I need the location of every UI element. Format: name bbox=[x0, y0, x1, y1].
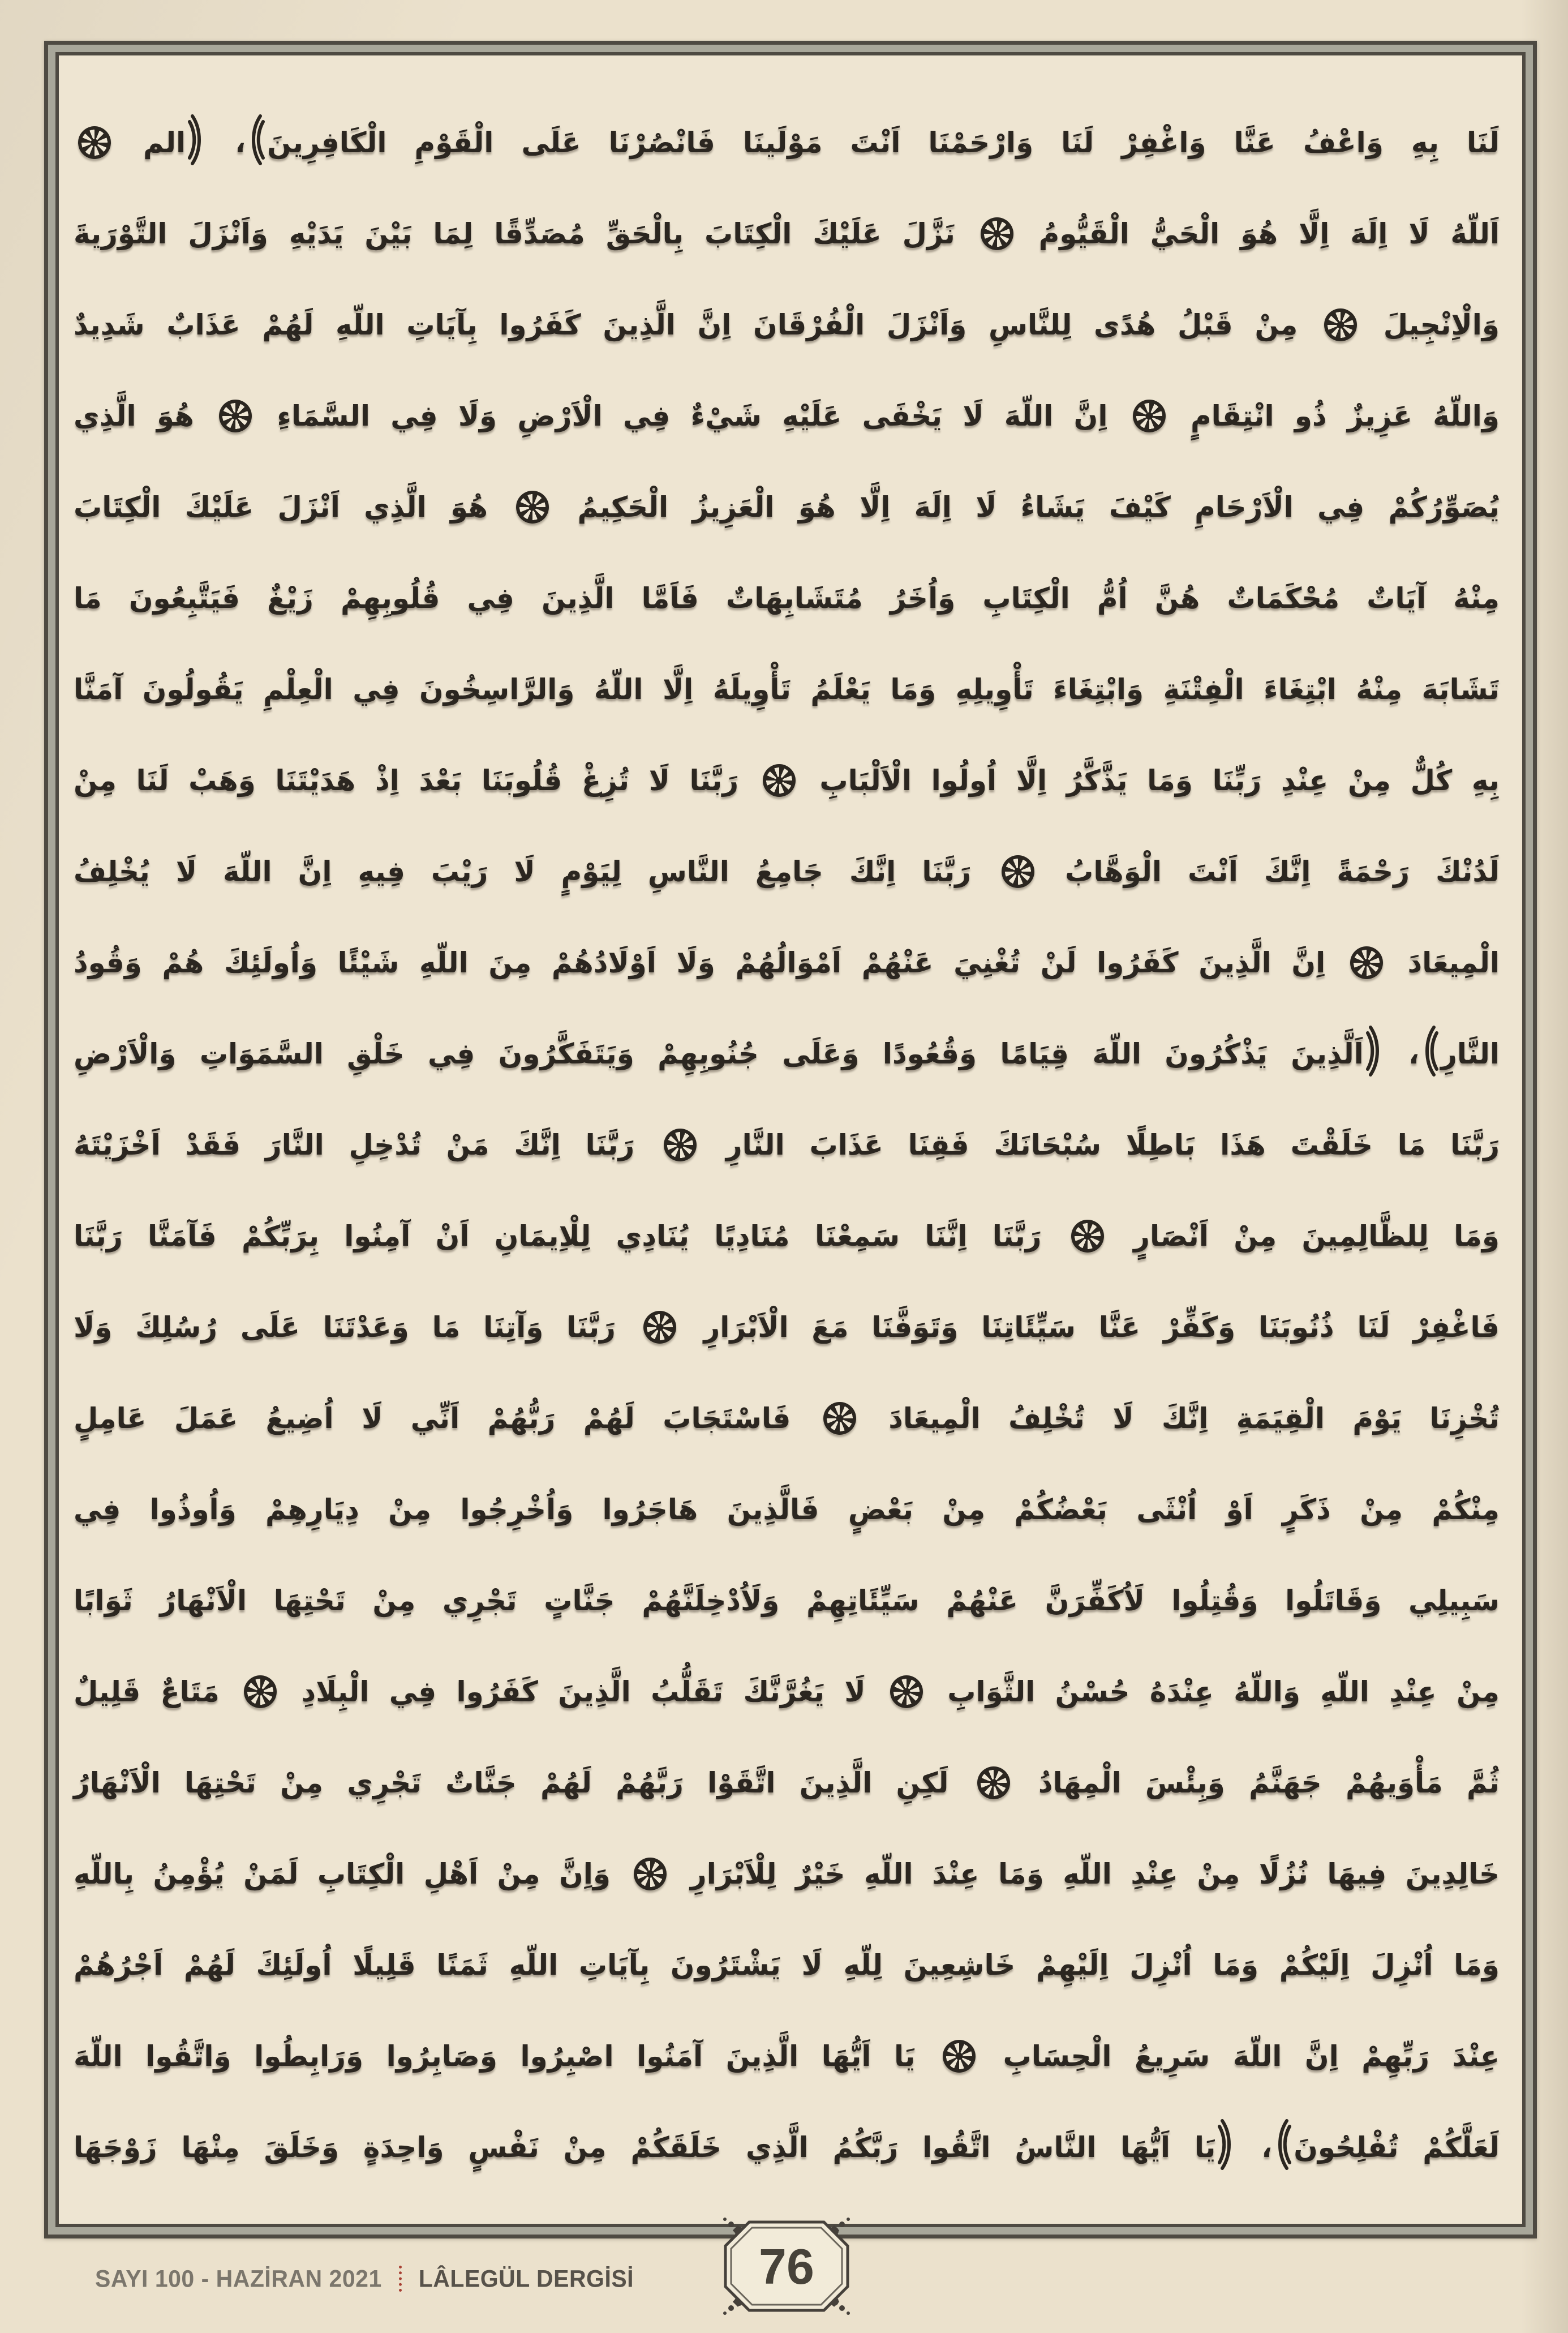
ayah-marker-icon bbox=[219, 400, 252, 432]
quran-line: مِنْهُ آيَاتٌ مُحْكَمَاتٌ هُنَّ اُمُّ الْكِتَابِ وَاُخَرُ مُتَشَابِهَاتٌ فَاَمَّا الَّذِينَ فِي قُلُوبِهِمْ زَيْغٌ فَيَتَّبِعُونَ مَا bbox=[74, 582, 1500, 615]
quran-line: مِنْ عِنْدِ اللّهِ وَاللّهُ عِنْدَهُ حُسْنُ الثَّوَابِ لَا يَغُرَّنَّكَ تَقَلُّبُ الَّذِينَ كَفَرُوا فِي الْبِلَادِ مَتَاعٌ قَلِيلٌ bbox=[74, 1675, 1500, 1708]
quran-line: خَالِدِينَ فِيهَا نُزُلًا مِنْ عِنْدِ اللّهِ وَمَا عِنْدَ اللّهِ خَيْرٌ لِلْاَبْرَارِ وَاِنَّ مِنْ اَهْلِ الْكِتَابِ لَمَنْ يُؤْمِنُ بِاللّهِ bbox=[74, 1858, 1500, 1890]
quran-line: النَّارِ ، اَلَّذِينَ يَذْكُرُونَ اللّهَ قِيَامًا وَقُعُودًا وَعَلَى جُنُوبِهِمْ وَيَتَفَكَّرُونَ فِي خَلْقِ السَّمَوَاتِ وَالْاَرْضِ bbox=[74, 1009, 1500, 1100]
quran-line: مِنْكُمْ مِنْ ذَكَرٍ اَوْ اُنْثَى بَعْضُكُمْ مِنْ بَعْضٍ فَالَّذِينَ هَاجَرُوا وَاُخْرِجُوا مِنْ دِيَارِهِمْ وَاُوذُوا فِي bbox=[74, 1493, 1500, 1526]
quran-line: ثُمَّ مَأْوَيهُمْ جَهَنَّمُ وَبِئْسَ الْمِهَادُ لَكِنِ الَّذِينَ اتَّقَوْا رَبَّهُمْ لَهُمْ جَنَّاتٌ تَجْرِي مِنْ تَحْتِهَا الْاَنْهَارُ bbox=[74, 1766, 1500, 1799]
ayah-marker-icon bbox=[643, 1311, 676, 1344]
quran-text-block bbox=[74, 97, 1500, 2193]
ayah-marker-icon bbox=[1324, 308, 1357, 341]
quran-line: لَعَلَّكُمْ تُفْلِحُونَ ، يَا اَيُّهَا النَّاسُ اتَّقُوا رَبَّكُمُ الَّذِي خَلَقَكُمْ مِنْ نَفْسٍ وَاحِدَةٍ وَخَلَقَ مِنْهَا زَوْجَهَا bbox=[74, 2102, 1500, 2193]
footer-divider bbox=[399, 2266, 402, 2292]
quran-line: وَاللّهُ عَزِيزٌ ذُو انْتِقَامٍ اِنَّ اللّهَ لَا يَخْفَى عَلَيْهِ شَيْءٌ فِي الْاَرْضِ وَلَا فِي السَّمَاءِ هُوَ الَّذِي bbox=[74, 400, 1500, 432]
ornate-bracket-close-icon bbox=[1274, 2118, 1291, 2171]
footer-issue-date: SAYI 100 - HAZİRAN 2021 bbox=[95, 2265, 382, 2292]
ornate-bracket-close-icon bbox=[248, 114, 265, 166]
quran-line: لَنَا بِهِ وَاعْفُ عَنَّا وَاغْفِرْ لَنَا وَارْحَمْنَا اَنْتَ مَوْلَينَا فَانْصُرْنَا عَلَى الْقَوْمِ الْكَافِرِينَ ، الم bbox=[74, 97, 1500, 188]
quran-line: فَاغْفِرْ لَنَا ذُنُوبَنَا وَكَفِّرْ عَنَّا سَيِّئَاتِنَا وَتَوَفَّنَا مَعَ الْاَبْرَارِ رَبَّنَا وَآتِنَا مَا وَعَدْتَنَا عَلَى رُسُلِكَ وَلَا bbox=[74, 1311, 1500, 1344]
ayah-marker-icon bbox=[1002, 855, 1034, 888]
quran-line: الْمِيعَادَ اِنَّ الَّذِينَ كَفَرُوا لَنْ تُغْنِيَ عَنْهُمْ اَمْوَالُهُمْ وَلَا اَوْلَادُهُمْ مِنَ اللّهِ شَيْئًا وَاُولَئِكَ هُمْ وَقُودُ bbox=[74, 946, 1500, 979]
quran-line: لَدُنْكَ رَحْمَةً اِنَّكَ اَنْتَ الْوَهَّابُ رَبَّنَا اِنَّكَ جَامِعُ النَّاسِ لِيَوْمٍ لَا رَيْبَ فِيهِ اِنَّ اللّهَ لَا يُخْلِفُ bbox=[74, 855, 1500, 888]
quran-line: تُخْزِنَا يَوْمَ الْقِيَمَةِ اِنَّكَ لَا تُخْلِفُ الْمِيعَادَ فَاسْتَجَابَ لَهُمْ رَبُّهُمْ اَنِّي لَا اُضِيعُ عَمَلَ عَامِلٍ bbox=[74, 1402, 1500, 1435]
quran-line: وَالْاِنْجِيلَ مِنْ قَبْلُ هُدًى لِلنَّاسِ وَاَنْزَلَ الْفُرْقَانَ اِنَّ الَّذِينَ كَفَرُوا بِآيَاتِ اللّهِ لَهُمْ عَذَابٌ شَدِيدٌ bbox=[74, 308, 1500, 341]
quran-line: رَبَّنَا مَا خَلَقْتَ هَذَا بَاطِلًا سُبْحَانَكَ فَقِنَا عَذَابَ النَّارِ رَبَّنَا اِنَّكَ مَنْ تُدْخِلِ النَّارَ فَقَدْ اَخْزَيْتَهُ bbox=[74, 1129, 1500, 1161]
ayah-marker-icon bbox=[1350, 946, 1383, 979]
page-number-badge bbox=[710, 2216, 864, 2316]
quran-line: يُصَوِّرُكُمْ فِي الْاَرْحَامِ كَيْفَ يَشَاءُ لَا اِلَهَ اِلَّا هُوَ الْعَزِيزُ الْحَكِيمُ هُوَ الَّذِي اَنْزَلَ عَلَيْكَ الْكِتَابَ bbox=[74, 491, 1500, 524]
ayah-marker-icon bbox=[244, 1675, 277, 1708]
quran-line: تَشَابَهَ مِنْهُ ابْتِغَاءَ الْفِتْنَةِ وَابْتِغَاءَ تَأْوِيلِهِ وَمَا يَعْلَمُ تَأْوِيلَهُ اِلَّا اللّهُ وَالرَّاسِخُونَ فِي الْعِلْمِ يَقُولُونَ آمَنَّا bbox=[74, 673, 1500, 706]
ayah-marker-icon bbox=[943, 2040, 976, 2073]
ayah-marker-icon bbox=[981, 217, 1013, 250]
quran-line: بِهِ كُلٌّ مِنْ عِنْدِ رَبِّنَا وَمَا يَذَّكَّرُ اِلَّا اُولُوا الْاَلْبَابِ رَبَّنَا لَا تُزِغْ قُلُوبَنَا بَعْدَ اِذْ هَدَيْتَنَا وَهَبْ لَنَا مِنْ bbox=[74, 764, 1500, 797]
ayah-marker-icon bbox=[823, 1402, 856, 1435]
ayah-marker-icon bbox=[78, 126, 111, 159]
ornate-bracket-open-icon bbox=[1366, 1025, 1383, 1077]
ayah-marker-icon bbox=[1133, 400, 1166, 432]
quran-line: عِنْدَ رَبِّهِمْ اِنَّ اللّهَ سَرِيعُ الْحِسَابِ يَا اَيُّهَا الَّذِينَ آمَنُوا اصْبِرُوا وَصَابِرُوا وَرَابِطُوا وَاتَّقُوا اللّهَ bbox=[74, 2040, 1500, 2073]
quran-line: وَمَا اُنْزِلَ اِلَيْكُمْ وَمَا اُنْزِلَ اِلَيْهِمْ خَاشِعِينَ لِلّهِ لَا يَشْتَرُونَ بِآيَاتِ اللّهِ ثَمَنًا قَلِيلًا اُولَئِكَ لَهُمْ اَجْرُهُمْ bbox=[74, 1949, 1500, 1982]
quran-line: وَمَا لِلظَّالِمِينَ مِنْ اَنْصَارٍ رَبَّنَا اِنَّنَا سَمِعْنَا مُنَادِيًا يُنَادِي لِلْاِيمَانِ اَنْ آمِنُوا بِرَبِّكُمْ فَآمَنَّا رَبَّنَا bbox=[74, 1220, 1500, 1253]
ayah-marker-icon bbox=[1071, 1220, 1104, 1253]
footer bbox=[95, 2264, 634, 2293]
ayah-marker-icon bbox=[634, 1858, 667, 1890]
quran-line: اَللّهُ لَا اِلَهَ اِلَّا هُوَ الْحَيُّ الْقَيُّومُ نَزَّلَ عَلَيْكَ الْكِتَابَ بِالْحَقِّ مُصَدِّقًا لِمَا بَيْنَ يَدَيْهِ وَاَنْزَلَ التَّوْرَيةَ bbox=[74, 217, 1500, 250]
ayah-marker-icon bbox=[890, 1675, 923, 1708]
ornate-bracket-open-icon bbox=[1218, 2118, 1235, 2171]
ornate-bracket-close-icon bbox=[1421, 1025, 1438, 1077]
ayah-marker-icon bbox=[763, 764, 796, 797]
ayah-marker-icon bbox=[664, 1129, 697, 1161]
quran-line: سَبِيلِي وَقَاتَلُوا وَقُتِلُوا لَاُكَفِّرَنَّ عَنْهُمْ سَيِّئَاتِهِمْ وَلَاُدْخِلَنَّهُمْ جَنَّاتٍ تَجْرِي مِنْ تَحْتِهَا الْاَنْهَارُ ثَوَابًا bbox=[74, 1584, 1500, 1617]
footer-magazine-title: LÂLEGÜL DERGİSİ bbox=[418, 2265, 634, 2292]
ayah-marker-icon bbox=[977, 1766, 1010, 1799]
ayah-marker-icon bbox=[516, 491, 549, 524]
page-number: 76 bbox=[759, 2238, 814, 2295]
ornate-bracket-open-icon bbox=[188, 114, 205, 166]
